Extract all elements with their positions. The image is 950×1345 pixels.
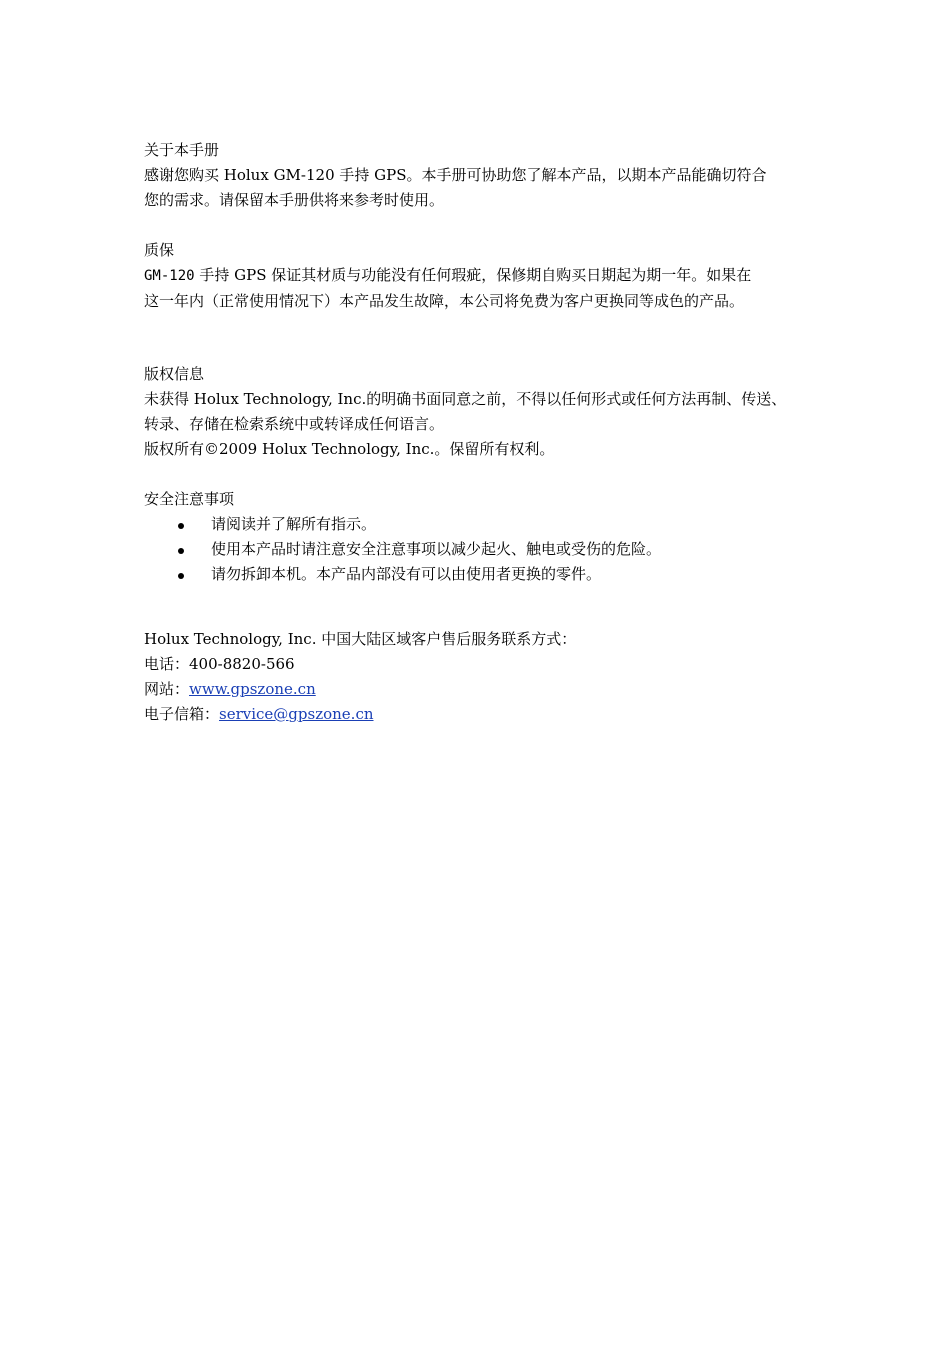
warranty-line-1 (144, 263, 824, 289)
email-link[interactable]: service@gpszone.cn (219, 705, 374, 723)
manual-heading: 关于本手册 (144, 141, 220, 159)
phone-number: 400-8820-566 (189, 655, 295, 673)
list-item (144, 537, 824, 562)
bullet-icon (178, 548, 184, 554)
contact-section (144, 627, 824, 727)
safety-list (144, 512, 824, 587)
warranty-model: GM-120 (144, 268, 195, 284)
contact-phone-row (144, 652, 824, 677)
bullet-icon (178, 523, 184, 529)
list-item (144, 562, 824, 587)
list-item (144, 512, 824, 537)
copyright-line-1: 未获得 Holux Technology, Inc.的明确书面同意之前，不得以任何形式或任何方法再制、传送、 (144, 390, 787, 408)
contact-intro: Holux Technology, Inc. 中国大陆区域客户售后服务联系方式： (144, 630, 577, 648)
copyright-line-2: 转录、存储在检索系统中或转译成任何语言。 (144, 415, 445, 433)
copyright-heading: 版权信息 (144, 365, 205, 383)
document-page (144, 138, 824, 727)
contact-web-row (144, 677, 824, 702)
warranty-heading: 质保 (144, 241, 175, 259)
safety-item-text: 请阅读并了解所有指示。 (211, 515, 377, 533)
safety-item-text: 请勿拆卸本机。本产品内部没有可以由使用者更换的零件。 (211, 565, 602, 583)
safety-item-text: 使用本产品时请注意安全注意事项以减少起火、触电或受伤的危险。 (211, 540, 662, 558)
website-link[interactable]: www.gpszone.cn (189, 680, 316, 698)
warranty-line-1-text: 手持 GPS 保证其材质与功能没有任何瑕疵，保修期自购买日期起为期一年。如果在 (194, 266, 752, 284)
bullet-icon (178, 573, 184, 579)
copyright-section (144, 362, 824, 462)
warranty-line-2: 这一年内（正常使用情况下）本产品发生故障，本公司将免费为客户更换同等成色的产品。 (144, 292, 745, 310)
email-label: 电子信箱： (144, 705, 220, 723)
safety-section (144, 487, 824, 587)
manual-line-2: 您的需求。请保留本手册供将来参考时使用。 (144, 191, 445, 209)
contact-email-row (144, 702, 824, 727)
copyright-line-3: 版权所有©2009 Holux Technology, Inc.。保留所有权利。 (144, 440, 555, 458)
safety-heading: 安全注意事项 (144, 490, 235, 508)
phone-label: 电话： (144, 655, 190, 673)
manual-line-1: 感谢您购买 Holux GM-120 手持 GPS。本手册可协助您了解本产品，以期本产品能确切符合 (144, 166, 767, 184)
warranty-section (144, 238, 824, 314)
manual-section (144, 138, 824, 213)
web-label: 网站： (144, 680, 190, 698)
